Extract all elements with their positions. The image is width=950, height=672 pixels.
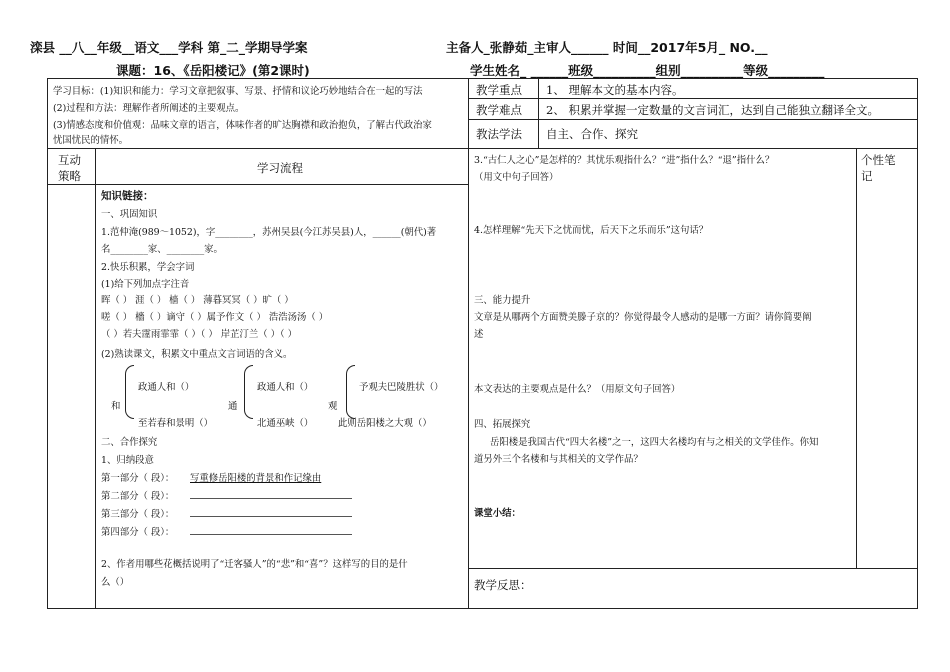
goal-3a: (3)情感态度和价值观：品味文章的语言，体味作者的旷达胸襟和政治抱负，了解古代政治家 [53,120,432,131]
goal-2: (2)过程和方法：理解作者所阐述的主要观点。 [53,103,245,114]
flow-header: 学习流程 [257,161,303,175]
table-left [47,78,48,608]
center-divider [468,78,469,608]
expand-title: 四、拓展探究 [474,419,531,430]
goal-3b: 忧国忧民的情怀。 [53,135,129,146]
personal-header-b: 记 [861,169,873,183]
part3-blank [190,516,352,517]
strategy-header-a: 互动 [58,153,81,167]
brace-he [125,365,134,419]
review-title: 一、巩固知识 [101,209,158,220]
info-label-focus: 教学重点 [476,83,522,97]
vocab-tong-bot: 北通巫峡（） [257,418,314,429]
strategy-col-line [95,148,96,608]
part4-blank [190,534,352,535]
part4-label: 第四部分（ 段）： [101,527,175,538]
info-label-method: 教法学法 [476,127,522,141]
part1-label: 第一部分（ 段）： [101,473,175,484]
q4: 4.怎样理解“先天下之忧而忧，后天下之乐而乐”这句话？ [474,225,709,236]
q1-line-b: 名________家、________家。 [101,244,223,255]
header-line1: 滦县 __八__年级__语文___学科 第_二_学期导学案 [30,40,308,55]
table-bottom [47,608,918,609]
knowledge-title: 知识链接： [101,190,154,202]
pinyin-row-2: 嗟（ ） 檣（ ）谪守（ ）属予作文（ ） 浩浩汤汤（ ） [101,312,329,323]
expand-q-b: 道另外三个名楼和与其相关的文学作品？ [474,454,643,465]
info-label-difficulty: 教学难点 [476,103,522,117]
reflection-row-line [468,568,918,569]
header-line1-right: 主备人_张静茹_主审人______ 时间__2017年5月_ NO.__ [446,40,768,55]
note-col-line [856,148,857,568]
q-last-a: 2、作者用哪些花概括说明了“迁客骚人”的“悲”和“喜”？这样写的目的是什 [101,559,408,570]
table-right [917,78,918,608]
ability-q1-a: 文章是从哪两个方面赞美滕子京的？你觉得最令人感动的是哪一方面？请你简要阐 [474,312,812,323]
part2-blank [190,498,352,499]
q3-a: 3.“古仁人之心”是怎样的？其忧乐观指什么？“进”指什么？“退”指什么？ [474,155,775,166]
q3-b: （用文中句子回答） [474,172,559,183]
personal-header-a: 个性笔 [861,153,896,167]
vocab-he-bot: 至若春和景明（） [138,418,214,429]
student-info: 学生姓名_ ______班级__________组别__________等级_________ [470,63,825,78]
lesson-title: 课题：16、《岳阳楼记》(第2课时) [116,63,310,78]
brace-tong [244,365,253,419]
q2-2: (2)熟读课文，积累文中重点文言词语的含义。 [101,349,293,360]
part1-answer: 写重修岳阳楼的背景和作记缘由 [190,473,322,484]
pinyin-row-3: （ ）若夫霪雨霏霏（ ）（ ） 岸芷汀兰（ ）（ ） [101,329,297,340]
class-summary: 课堂小结： [474,508,521,519]
teaching-reflection: 教学反思： [474,578,532,592]
coop-title: 二、合作探究 [101,437,158,448]
info-col-line [538,78,539,148]
vocab-he-top: 政通人和（） [138,382,195,393]
info-row-line-1 [468,98,918,99]
vocab-tong-mid: 通 [228,401,238,412]
q1-line-a: 1.范仲淹(989～1052)，字________，苏州吴县(今江苏吴县)人，______(朝代)著 [101,227,437,238]
pinyin-row-1: 晖（ ） 涯（ ） 樯（ ） 薄暮冥冥（ ）旷（ ） [101,295,294,306]
ability-q1-b: 述 [474,329,484,340]
brace-guan [346,365,355,419]
info-value-difficulty: 2、 积累并掌握一定数量的文言词汇，达到自己能独立翻译全文。 [546,103,879,117]
strategy-header-b: 策略 [58,169,81,183]
q2-title: 2.快乐积累，学会字词 [101,262,195,273]
info-value-focus: 1、 理解本文的基本内容。 [546,83,684,97]
header-row-top [47,148,918,149]
left-header-row-bottom [47,184,468,185]
q2-1: (1)给下列加点字注音 [101,279,190,290]
part3-label: 第三部分（ 段）： [101,509,175,520]
vocab-tong-top: 政通人和（） [257,382,314,393]
vocab-guan-top: 予观夫巴陵胜状（） [359,382,444,393]
q-last-b: 么（） [101,577,130,588]
vocab-guan-bot: 此则岳阳楼之大观（） [338,418,432,429]
sum-title: 1、归纳段意 [101,455,154,466]
vocab-guan-mid: 观 [328,401,338,412]
ability-title: 三、能力提升 [474,295,531,306]
info-row-line-2 [468,119,918,120]
goal-1: 学习目标：(1)知识和能力：学习文章把叙事、写景、抒情和议论巧妙地结合在一起的写法 [53,86,423,97]
ability-q2: 本文表达的主要观点是什么？（用原文句子回答） [474,384,681,395]
table-top [47,78,918,79]
vocab-he-mid: 和 [111,401,121,412]
part2-label: 第二部分（ 段）： [101,491,175,502]
expand-q-a: 岳阳楼是我国古代“四大名楼”之一，这四大名楼均有与之相关的文学佳作。你知 [490,437,819,448]
info-value-method: 自主、合作、探究 [546,127,638,141]
